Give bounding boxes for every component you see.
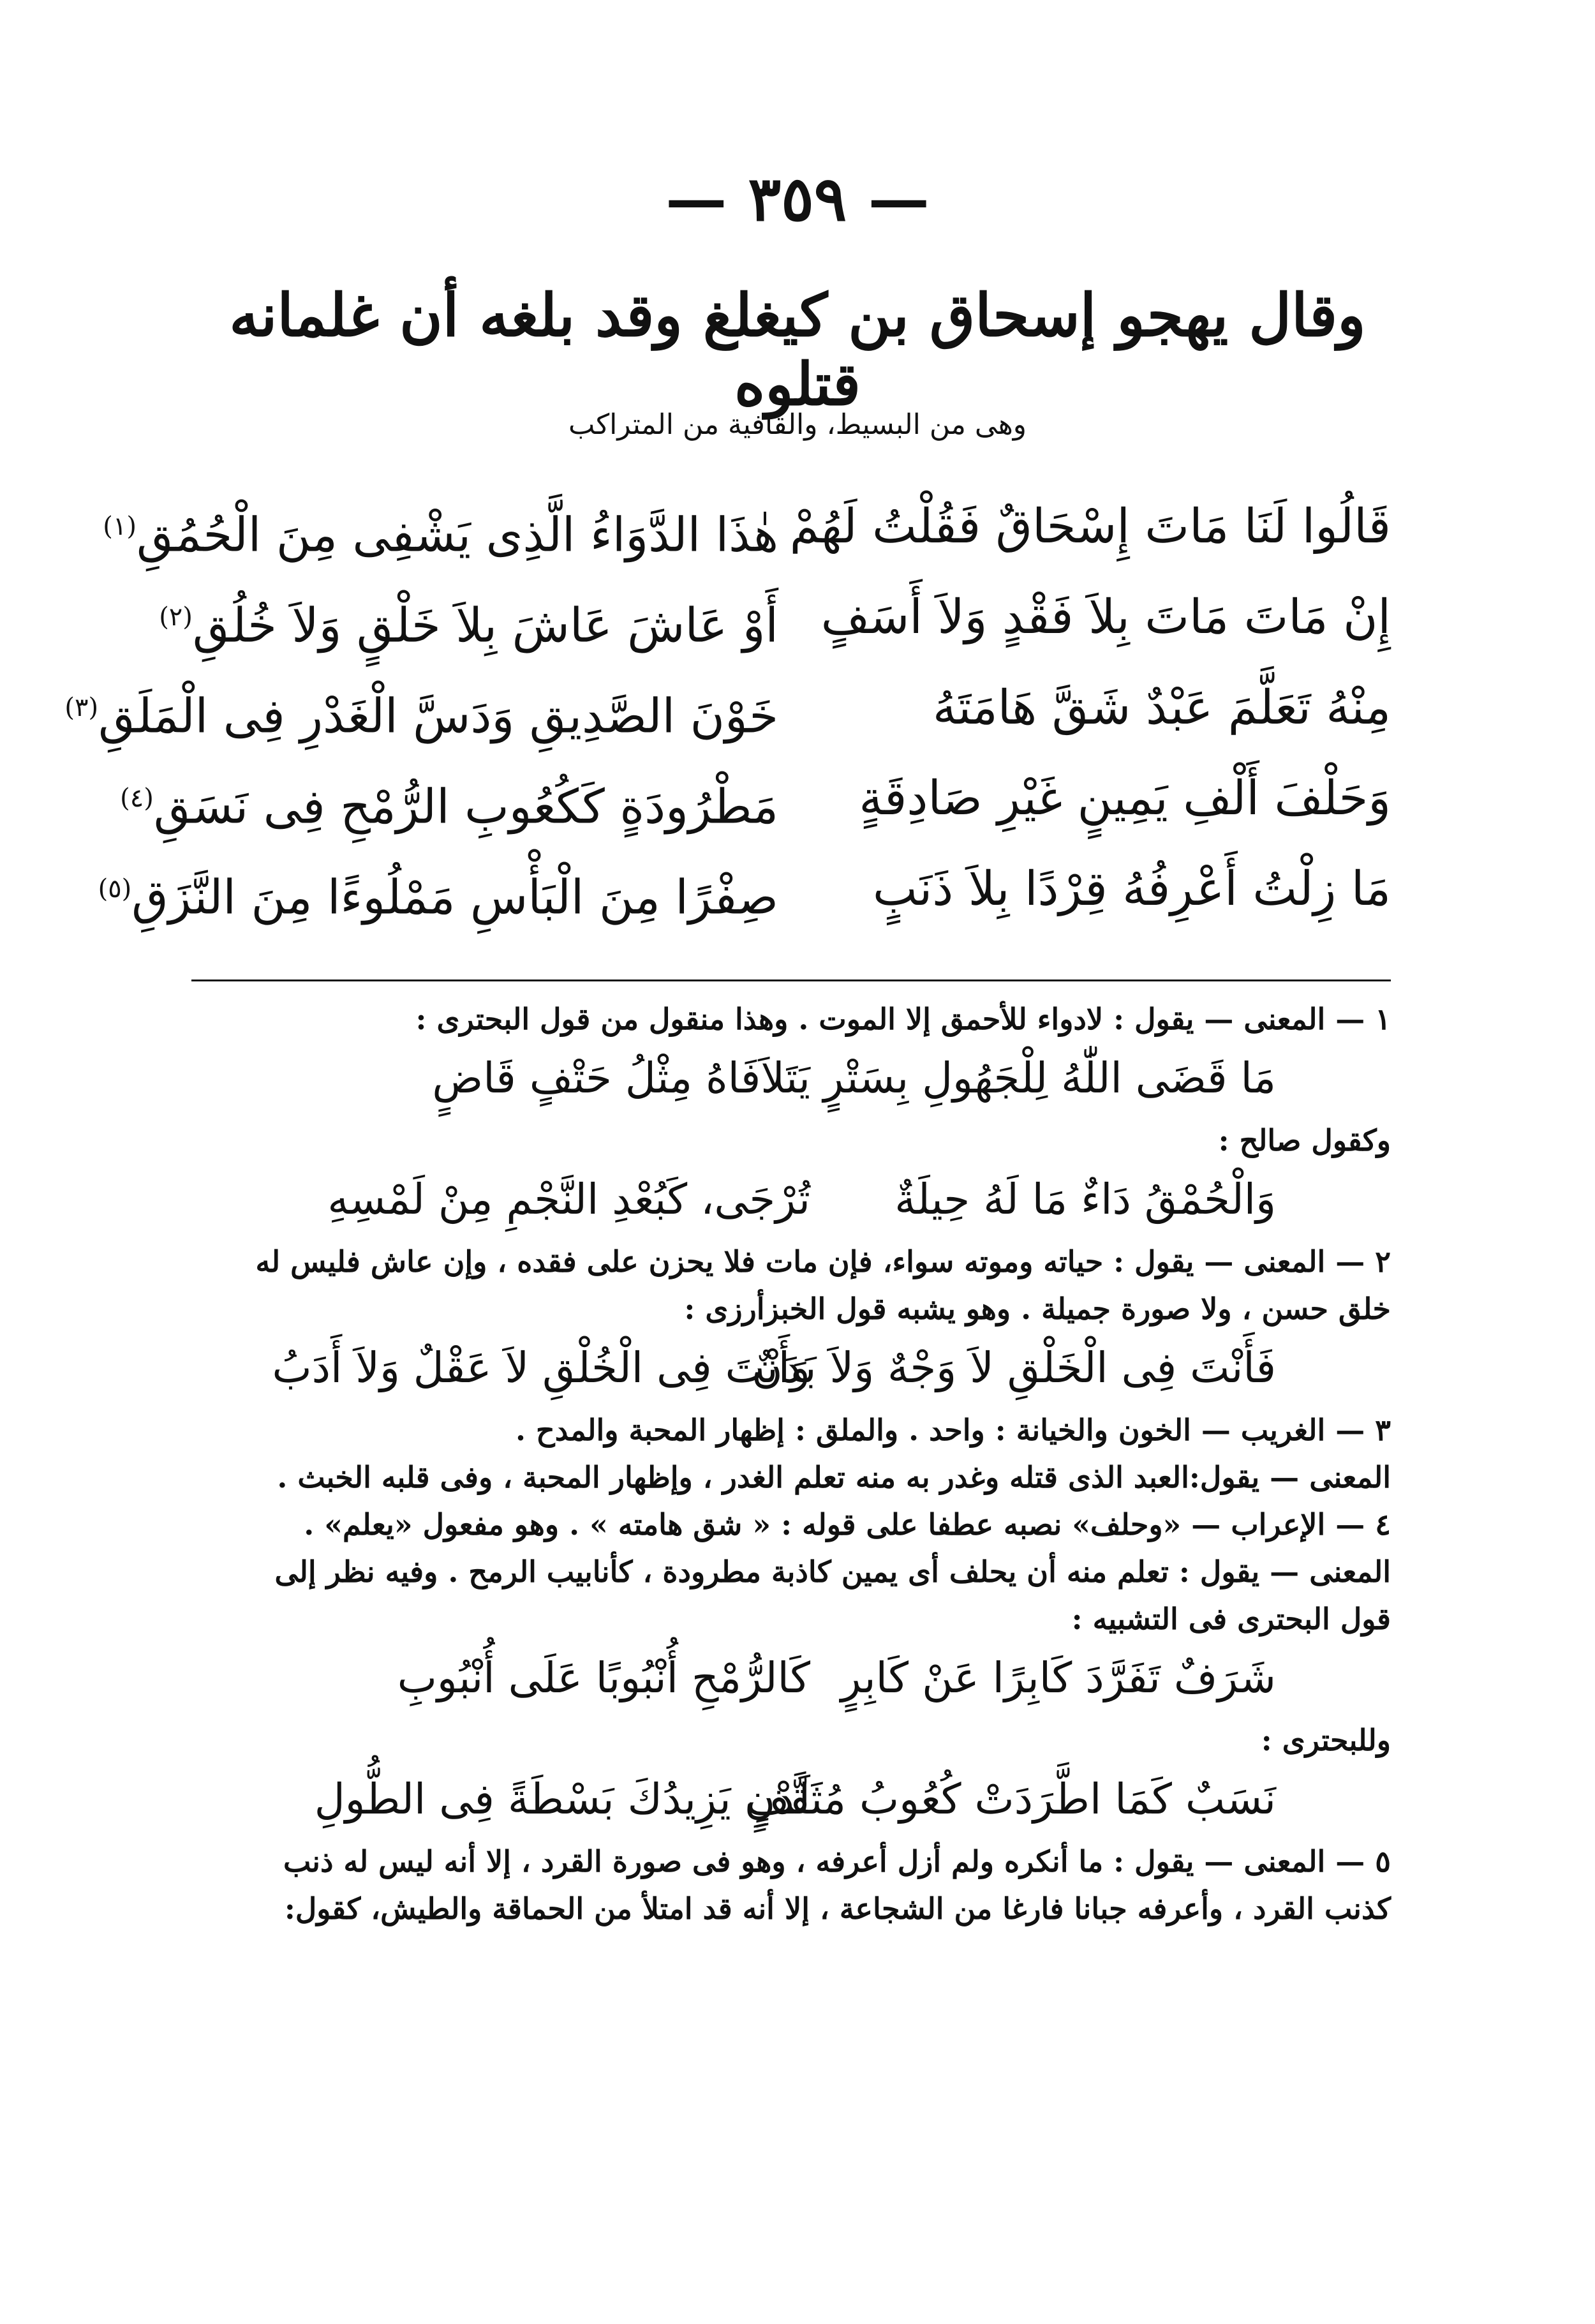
verse-2 (159, 576, 1391, 666)
verse-3-second-hemistich (64, 666, 778, 758)
note-4-quote (191, 1642, 1391, 1717)
note-1-after: وكقول صالح : (1218, 1123, 1391, 1158)
note-4-quote-second: كَالرُّمْحِ أُنْبُوبًا عَلَى أُنْبُوبِ (397, 1653, 810, 1702)
note-1-quote-first: مَا قَضَى اللّٰهُ لِلْجَهُولِ بِسَتْرٍ (823, 1054, 1276, 1103)
verse-2-second-text: أَوْ عَاشَ عَاشَ بِلاَ خَلْقٍ وَلاَ خُلُقِ (192, 598, 778, 653)
footnote-mark-5: (٥) (98, 874, 132, 904)
verse-5-second-hemistich (98, 847, 778, 939)
verse-4 (120, 757, 1391, 847)
verse-2-second-hemistich (159, 576, 778, 667)
verse-5-second-text: صِفْرًا مِنَ الْبَأْسِ مَمْلُوءًا مِنَ النَّزَقِ (131, 870, 778, 925)
note-2-line-2: خلق حسن ، ولا صورة جميلة . وهو يشبه قول الخبزأرزى : (684, 1292, 1391, 1326)
note-2-quote (191, 1332, 1391, 1406)
verse-1-first-hemistich: قَالُوا لَنَا مَاتَ إِسْحَاقٌ فَقُلْتُ لَهُمْ (789, 499, 1391, 554)
footnote-mark-2: (٢) (159, 602, 193, 632)
footnotes (191, 995, 1391, 1932)
footnote-divider (191, 980, 1391, 981)
verse-5 (98, 847, 1391, 938)
verse-2-first-hemistich: إِنْ مَاتَ مَاتَ بِلاَ فَقْدٍ وَلاَ أَسَفٍ (820, 590, 1391, 644)
meter-note: وهى من البسيط، والقافية من المتراكب (568, 408, 1027, 441)
note-5-line-2: كذنب القرد ، وأعرفه جبانا فارغا من الشجاعة ، إلا أنه قد امتلأ من الحماقة والطيش، كقول: (284, 1891, 1391, 1926)
note-2-quote-second: وَأَنْتَ فِى الْخُلْقِ لاَ عَقْلٌ وَلاَ أَدَبُ (272, 1343, 810, 1392)
note-3-line-2: المعنى — يقول:العبد الذى قتله وغدر به منه تعلم الغدر ، وإظهار المحبة ، وفى قلبه الخبث . (277, 1460, 1391, 1494)
note-4-quote2-first: نَسَبٌ كَمَا اطَّرَدَتْ كُعُوبُ مُثَقَّفٍ (746, 1775, 1276, 1824)
note-1-line: ١ — المعنى — يقول : لادواء للأحمق إلا الموت . وهذا منقول من قول البحترى : (415, 1002, 1391, 1036)
verse-4-first-hemistich: وَحَلْفَ أَلْفِ يَمِينٍ غَيْرِ صَادِقَةٍ (859, 771, 1391, 826)
note-4-after: وللبحترى : (1261, 1723, 1391, 1757)
note-1-quote-second: يَتَلاَفَاهُ مِثْلُ حَتْفٍ قَاضٍ (432, 1054, 810, 1103)
note-5-line-1: ٥ — المعنى — يقول : ما أنكره ولم أزل أعرفه ، وهو فى صورة القرد ، إلا أنه ليس له ذنب (283, 1844, 1391, 1879)
note-1-quote2-first: وَالْحُمْقُ دَاءٌ مَا لَهُ حِيلَةٌ (894, 1175, 1276, 1224)
note-4-quote2 (191, 1764, 1391, 1838)
note-3-line-1: ٣ — الغريب — الخون والخيانة : واحد . والملق : إظهار المحبة والمدح . (515, 1413, 1391, 1447)
note-4-line-2: المعنى — يقول : تعلم منه أن يحلف أى يمين كاذبة مطرودة ، كأنابيب الرمح . وفيه نظر إلى (274, 1554, 1391, 1589)
note-2-line-1: ٢ — المعنى — يقول : حياته وموته سواء، فإن مات فلا يحزن على فقده ، وإن عاش فليس له (255, 1244, 1391, 1279)
verse-4-second-text: مَطْرُودَةٍ كَكُعُوبِ الرُّمْحِ فِى نَسَقِ (153, 779, 778, 835)
note-1-quote2-second: تُرْجَى، كَبُعْدِ النَّجْمِ مِنْ لَمْسِهِ (327, 1175, 810, 1224)
footnote-mark-3: (٣) (64, 693, 99, 722)
verse-1-second-text: هٰذَا الدَّوَاءُ الَّذِى يَشْفِى مِنَ الْحُمُقِ (136, 507, 778, 563)
page-number: — ٣٥٩ — (665, 163, 930, 235)
note-4-quote-first: شَرَفٌ تَفَرَّدَ كَابِرًا عَنْ كَابِرٍ (840, 1653, 1276, 1702)
poem-title: وقال يهجو إسحاق بن كيغلغ وقد بلغه أن غلمانه قتلوه (229, 281, 1366, 419)
note-2-quote-first: فَأَنْتَ فِى الْخَلْقِ لاَ وَجْهٌ وَلاَ بَدَنٌ (752, 1343, 1276, 1392)
verse-4-second-hemistich (120, 757, 778, 849)
verse-5-first-hemistich: مَا زِلْتُ أَعْرِفُهُ قِرْدًا بِلاَ ذَنَبٍ (872, 861, 1391, 916)
verse-1-second-hemistich (103, 485, 778, 577)
poem-verses (64, 485, 1391, 938)
note-4-line-3: قول البحترى فى التشبيه : (1071, 1602, 1391, 1636)
footnote-mark-4: (٤) (120, 784, 154, 813)
verse-3 (64, 666, 1391, 757)
verse-1 (103, 485, 1391, 576)
note-4-line-1: ٤ — الإعراب — «وحلف» نصبه عطفا على قوله : « شق هامته » . وهو مفعول «يعلم» . (304, 1507, 1391, 1542)
note-4-quote2-second: لَدْنٍ يَزِيدُكَ بَسْطَةً فِى الطُّولِ (314, 1775, 810, 1824)
note-1-quote2 (191, 1164, 1391, 1238)
footnote-mark-1: (١) (103, 512, 137, 541)
note-1-quote (191, 1043, 1391, 1117)
verse-3-first-hemistich: مِنْهُ تَعَلَّمَ عَبْدٌ شَقَّ هَامَتَهُ (932, 680, 1391, 735)
verse-3-second-text: خَوْنَ الصَّدِيقِ وَدَسَّ الْغَدْرِ فِى الْمَلَقِ (98, 689, 778, 744)
